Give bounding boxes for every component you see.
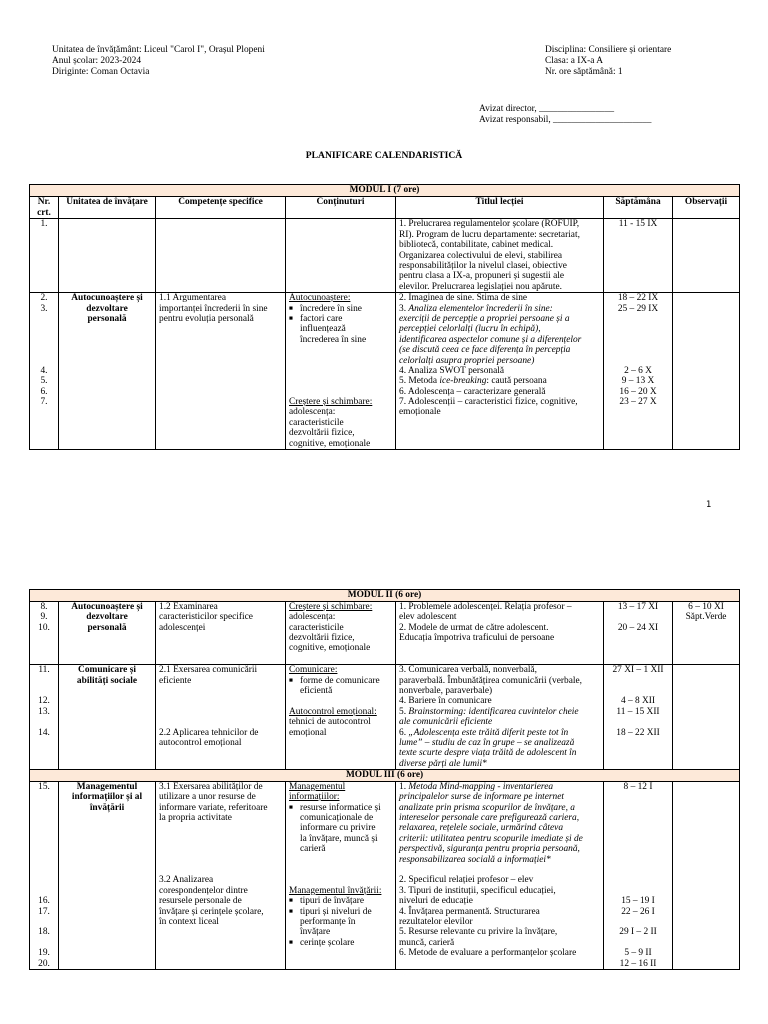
row-numbers: 8. 9. 10.	[30, 601, 59, 664]
row-numbers: 11. 12. 13. 14.	[30, 665, 59, 770]
subject-line: Disciplina: Consiliere și orientare	[545, 45, 672, 55]
lesson-cell: 1. Problemele adolescenței. Relația profesor – elev adolescent 2. Modele de urmat de către adolescent. Educația împotriva traficului de persoane	[396, 601, 604, 664]
week-cell: 13 – 17 XI 20 – 24 XI	[604, 601, 673, 664]
learning-unit: Autocunoaștere și dezvoltare personală	[59, 601, 156, 664]
lesson-cell: 1. Metoda Mind-mapping - inventarierea principalelor surse de informare pe internet analizate prin prisma scopurilor de învățare, a intereselor personale care prefigurează cariera, relaxarea, rețelele sociale, urmărind câteva criterii: utilitatea pentru scopurile imediate și de perspectivă, siguranța pentru propria persoană, responsabilizarea socială a informației* 2. Specificul relației profesor – elev 3. Tipuri de instituții, specificul educației, niveluri de educație 4. Învățarea permanentă. Structurarea rezultatelor elevilor 5. Resurse relevante cu privire la învățare, muncă, carieră 6. Metode de evaluare a performanțelor școlare	[396, 781, 604, 969]
module-title: MODUL II (6 ore)	[30, 590, 740, 602]
bullet-item: ■ tipuri de învățare	[289, 896, 392, 906]
row-numbers: 2. 3. 4. 5. 6. 7.	[30, 293, 59, 450]
page-number: 1	[706, 500, 712, 510]
col-header-notes: Observații	[673, 196, 740, 219]
approvals	[479, 104, 651, 126]
page-title: PLANIFICARE CALENDARISTICĂ	[305, 150, 463, 161]
table-row	[30, 781, 740, 969]
bullet-item: ■ cerințe școlare	[289, 938, 392, 948]
row-number: 1.	[30, 219, 59, 293]
school-line: Unitatea de învățământ: Liceul "Carol I", Orașul Plopeni	[52, 45, 265, 55]
school-year-line: Anul școlar: 2023-2024	[52, 56, 142, 66]
form-teacher-line: Diriginte: Coman Octavia	[52, 67, 150, 77]
class-line: Clasa: a IX-a A	[545, 56, 604, 66]
content-cell: Creștere și schimbare: adolescența: caracteristicile dezvoltării fizice, cognitive, emoționale	[286, 601, 396, 664]
responsible-approval: Avizat responsabil, _____________________	[479, 115, 652, 125]
director-approval: Avizat director, ________________	[479, 104, 615, 114]
learning-unit: Comunicare și abilități sociale	[59, 665, 156, 770]
module-title: MODUL III (6 ore)	[30, 770, 740, 782]
learning-unit: Managementul informațiilor și al învățării	[59, 781, 156, 969]
col-header-lesson: Titlul lecției	[396, 196, 604, 219]
content-cell: Comunicare: ■ forme de comunicare eficientă Autocontrol emoțional: tehnici de autocontrol emoțional	[286, 665, 396, 770]
subject-info	[545, 45, 671, 78]
module-title: MODUL I (7 ore)	[30, 185, 740, 197]
week-cell: 11 - 15 IX	[604, 219, 673, 293]
col-header-nr: Nr. crt.	[30, 196, 59, 219]
col-header-week: Săptămâna	[604, 196, 673, 219]
week-cell: 8 – 12 I 15 – 19 I 22 – 26 I 29 I – 2 II 5 – 9 II 12 – 16 II	[604, 781, 673, 969]
bullet-item: ■ tipuri și niveluri de	[289, 907, 392, 917]
table-row	[30, 665, 740, 770]
schedule-table-module-1	[29, 184, 740, 450]
bullet-item: ■ factori care	[289, 314, 392, 324]
competence-cell: 1.1 Argumentarea importanței încrederii în sine pentru evoluția personală	[156, 293, 286, 450]
notes-cell: 6 – 10 XI Săpt.Verde	[673, 601, 740, 664]
row-numbers: 15. 16. 17. 18. 19. 20.	[30, 781, 59, 969]
table-row	[30, 601, 740, 664]
content-cell: Autocunoaștere: ■ încredere în sine ■ factori care influențează încrederea în sine Creștere și schimbare: adolescența: caracteristicile dezvoltării fizice, cognitive, emoționale	[286, 293, 396, 450]
table-row	[30, 219, 740, 293]
competence-cell: 3.1 Exersarea abilităților de utilizare a unor resurse de informare variate, referitoare la propria activitate 3.2 Analizarea corespondențelor dintre resursele personale de învățare și cerințele școlare, în context liceal	[156, 781, 286, 969]
school-info	[52, 45, 265, 78]
week-cell: 18 – 22 IX 25 – 29 IX 2 – 6 X 9 – 13 X 16 – 20 X 23 – 27 X	[604, 293, 673, 450]
competence-cell: 2.1 Exersarea comunicării eficiente 2.2 Aplicarea tehnicilor de autocontrol emoțional	[156, 665, 286, 770]
bullet-item: ■ încredere în sine	[289, 304, 392, 314]
col-header-competences: Competențe specifice	[156, 196, 286, 219]
learning-unit: Autocunoaștere și dezvoltare personală	[59, 293, 156, 450]
table-row	[30, 293, 740, 450]
col-header-unit: Unitatea de învățare	[59, 196, 156, 219]
lesson-cell: 1. Prelucrarea regulamentelor școlare (ROFUIP, RI). Program de lucru departamente: secretariat, bibliotecă, contabilitate, cabinet medical. Organizarea colectivului de elevi, stabilirea responsabilităților la nivelul clasei, obiective pentru clasa a IX-a, propuneri și sugestii ale elevilor. Prelucrarea legislației nou apărute.	[396, 219, 604, 293]
col-header-content: Conținuturi	[286, 196, 396, 219]
competence-cell: 1.2 Examinarea caracteristicilor specifice adolescenței	[156, 601, 286, 664]
schedule-table-module-2-3	[29, 589, 740, 970]
lesson-cell: 2. Imaginea de sine. Stima de sine 3. Analiza elementelor încrederii în sine: exerciții de percepție a propriei persoane și a percepției celorlalți (lucru în echipă), identificarea aspectelor comune și a diferențelor (se discută ceea ce face diferența în percepția celorlalți asupra propriei persoane) 4. Analiza SWOT personală 5. Metoda ice-breaking: caută persoana 6. Adolescența – caracterizare generală 7. Adolescenții – caracteristici fizice, cognitive, emoționale	[396, 293, 604, 450]
lesson-cell: 3. Comunicarea verbală, nonverbală, paraverbală. Îmbunătățirea comunicării (verbale, nonverbale, paraverbale) 4. Bariere în comunicare 5. Brainstorming: identificarea cuvintelor cheie ale comunicării eficiente 6. „Adolescența este trăită diferit peste tot în lume” – studiu de caz în grupe – se analizează texte scurte despre viața trăită de adolescent în diverse părți ale lumii*	[396, 665, 604, 770]
content-cell: Managementul informațiilor: ■ resurse informatice și comunicaționale de informare cu privire la învățare, muncă și carieră Managementul învățării: ■ tipuri de învățare ■ tipuri și niveluri de performanțe în învățare ■ cerințe școlare	[286, 781, 396, 969]
hours-line: Nr. ore săptămână: 1	[545, 67, 623, 77]
bullet-item: ■ forme de comunicare	[289, 676, 392, 686]
bullet-item: ■ resurse informatice și	[289, 803, 392, 813]
week-cell: 27 XI – 1 XII 4 – 8 XII 11 – 15 XII 18 – 22 XII	[604, 665, 673, 770]
